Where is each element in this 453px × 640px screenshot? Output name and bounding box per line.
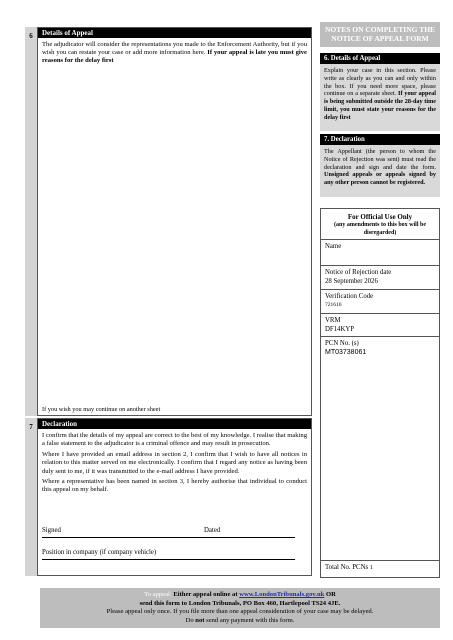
declaration-paragraph-3: Where a representative has been named in section 3, I hereby authorise that individual to conduct this appeal on my behalf. [42,478,307,494]
details-of-appeal-heading: Details of Appeal [38,28,311,38]
to-appeal-label: To appeal: [144,591,172,598]
appeal-instructions-footer: To appeal: Either appeal online at www.LondonTribunals.gov.uk OR send this form to London Tribunals, PO Box 460, Hartlepool TS24 4JE. Please appeal only once. If you file more than one appeal consideration of your case may be delayed. Do not send any payment with this form. [40,588,440,628]
total-pcns-label: Total No. PCNs [325,564,369,571]
verification-code-value: 721616 [325,302,342,308]
declaration-heading: Declaration [38,419,311,429]
rejection-date-value: 28 September 2026 [325,278,378,285]
pcn-value: MT03738061 [325,349,367,356]
official-use-box [320,208,440,578]
official-name-label: Name [325,243,342,250]
note-6-heading: 6. Details of Appeal [320,53,440,64]
postal-address: send this form to London Tribunals, PO Box 460, Hartlepool TS24 4JE. [139,599,341,607]
verification-code-row [321,289,439,314]
section-6-number: 6 [29,32,33,40]
note-7-text: The Appellant (the person to whom the Notice of Rejection was sent) must read the declaration and sign and date the form. Unsigned appeals or appeals signed by any other person cannot be registered. [324,148,436,187]
total-pcns-row [321,560,439,578]
section-7-number: 7 [29,423,33,431]
continue-sheet-note: If you wish you may continue on another sheet [42,406,161,413]
pcn-label: PCN No. (s) [325,340,359,347]
declaration-paragraph-1: I confirm that the details of my appeal are correct to the best of my knowledge. I realise that making a false statement to the adjudicator is a criminal offence and may result in prosecution. [42,432,307,448]
rejection-date-row [321,265,439,291]
official-use-subtitle: (any amendments to this box will be disregarded) [333,222,426,236]
vrm-row [321,313,439,337]
official-name-row [321,239,439,267]
dated-label: Dated [204,527,221,534]
section-7-number-column [25,418,37,576]
position-in-company-label: Position in company (if company vehicle) [42,549,157,556]
section-6-number-column [25,27,37,416]
position-line[interactable] [42,559,295,560]
declaration-paragraph-2: Where I have provided an email address in section 2, I confirm that I wish to have all notices in relation to this matter served on me electronically. I confirm that I regard any notice as having been duly sent to me, if it was transmitted to the e-mail address I have provided. [42,450,307,475]
note-7-block [320,134,440,197]
signed-label: Signed [42,527,61,534]
verification-code-label: Verification Code [325,293,374,300]
london-tribunals-link[interactable]: www.LondonTribunals.gov.uk [239,591,325,598]
vrm-value: DF14KYP [325,326,355,333]
details-of-appeal-section [37,27,312,416]
late-appeal-warning: If your appeal is late you must give reasons for the delay first [42,49,307,65]
signature-line[interactable] [42,537,295,538]
vrm-label: VRM [325,317,341,324]
declaration-section [37,418,312,576]
official-use-title: For Official Use Only [347,213,413,221]
note-6-text: Explain your case in this section. Please write as clearly as you can and only within the box. If you need more space, please continue on a separate sheet. If your appeal is being submitted outside the 28-day time limit, you must state your reasons for the delay first [324,67,436,121]
total-pcns-value: 1 [369,565,373,571]
rejection-date-label: Notice of Rejection date [325,269,392,276]
pcn-row [321,336,439,556]
note-6-block [320,53,440,131]
note-7-heading: 7. Declaration [320,134,440,145]
details-of-appeal-instructions: The adjudicator will consider the representations you made to the Enforcement Authority, but if you wish you can restate your case or add more information here. If your appeal is late you must give reasons for the delay first [42,41,307,65]
notes-title: NOTES ON COMPLETING THE NOTICE OF APPEAL FORM [320,22,440,47]
position-row[interactable] [42,549,295,556]
